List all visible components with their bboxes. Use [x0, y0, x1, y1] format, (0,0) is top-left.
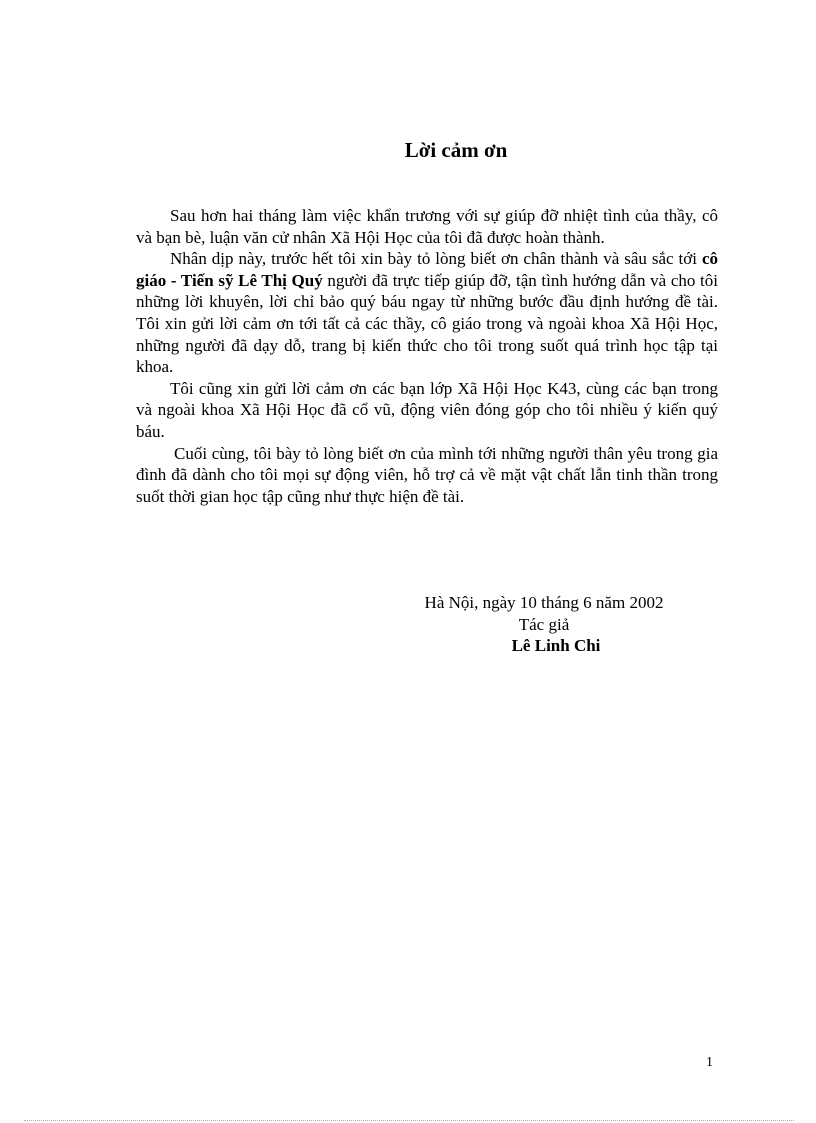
page-title: Lời cảm ơn — [404, 138, 508, 162]
author-name: Lê Linh Chi — [511, 636, 601, 656]
paragraph-4: Cuối cùng, tôi bày tỏ lòng biết ơn của mình tới những người thân yêu trong gia đình đã dành cho tôi mọi sự động viên, hỗ trợ cả về mặt vật chất lẫn tinh thần trong suốt thời gian học tập cũng như thực hiện đề tài. — [136, 443, 718, 506]
paragraph-2-rest: người đã trực tiếp giúp đỡ, tận tình hướng dẫn và cho tôi những lời khuyên, lời chỉ bảo quý báu ngay từ những bước đầu định hướng đề tài. Tôi xin gửi lời cảm ơn tới tất cả các thầy, cô giáo trong và ngoài khoa Xã Hội Học, những người đã dạy dỗ, trang bị kiến thức cho tôi trong suốt quá trình học tập tại khoa. — [136, 270, 718, 377]
footer-divider — [24, 1120, 794, 1121]
advisor-name: cô giáo - Tiến sỹ Lê Thị Quý — [136, 249, 718, 290]
signature-block — [380, 592, 696, 657]
page-number: 1 — [706, 1055, 713, 1070]
acknowledgement-body — [136, 205, 718, 507]
author-role: Tác giả — [518, 614, 570, 634]
paragraph-3: Tôi cũng xin gửi lời cảm ơn các bạn lớp Xã Hội Học K43, cùng các bạn trong và ngoài khoa Xã Hội Học đã cổ vũ, động viên đóng góp cho tôi nhiều ý kiến quý báu. — [136, 378, 718, 441]
paragraph-2 — [136, 248, 718, 378]
paragraph-2-intro: Nhân dịp này, trước hết tôi xin bày tỏ lòng biết ơn chân thành và sâu sắc tới — [170, 249, 702, 269]
place-date: Hà Nội, ngày 10 tháng 6 năm 2002 — [424, 593, 664, 612]
paragraph-1: Sau hơn hai tháng làm việc khẩn trương với sự giúp đỡ nhiệt tình của thầy, cô và bạn bè, luận văn cử nhân Xã Hội Học của tôi đã được hoàn thành. — [136, 206, 718, 247]
